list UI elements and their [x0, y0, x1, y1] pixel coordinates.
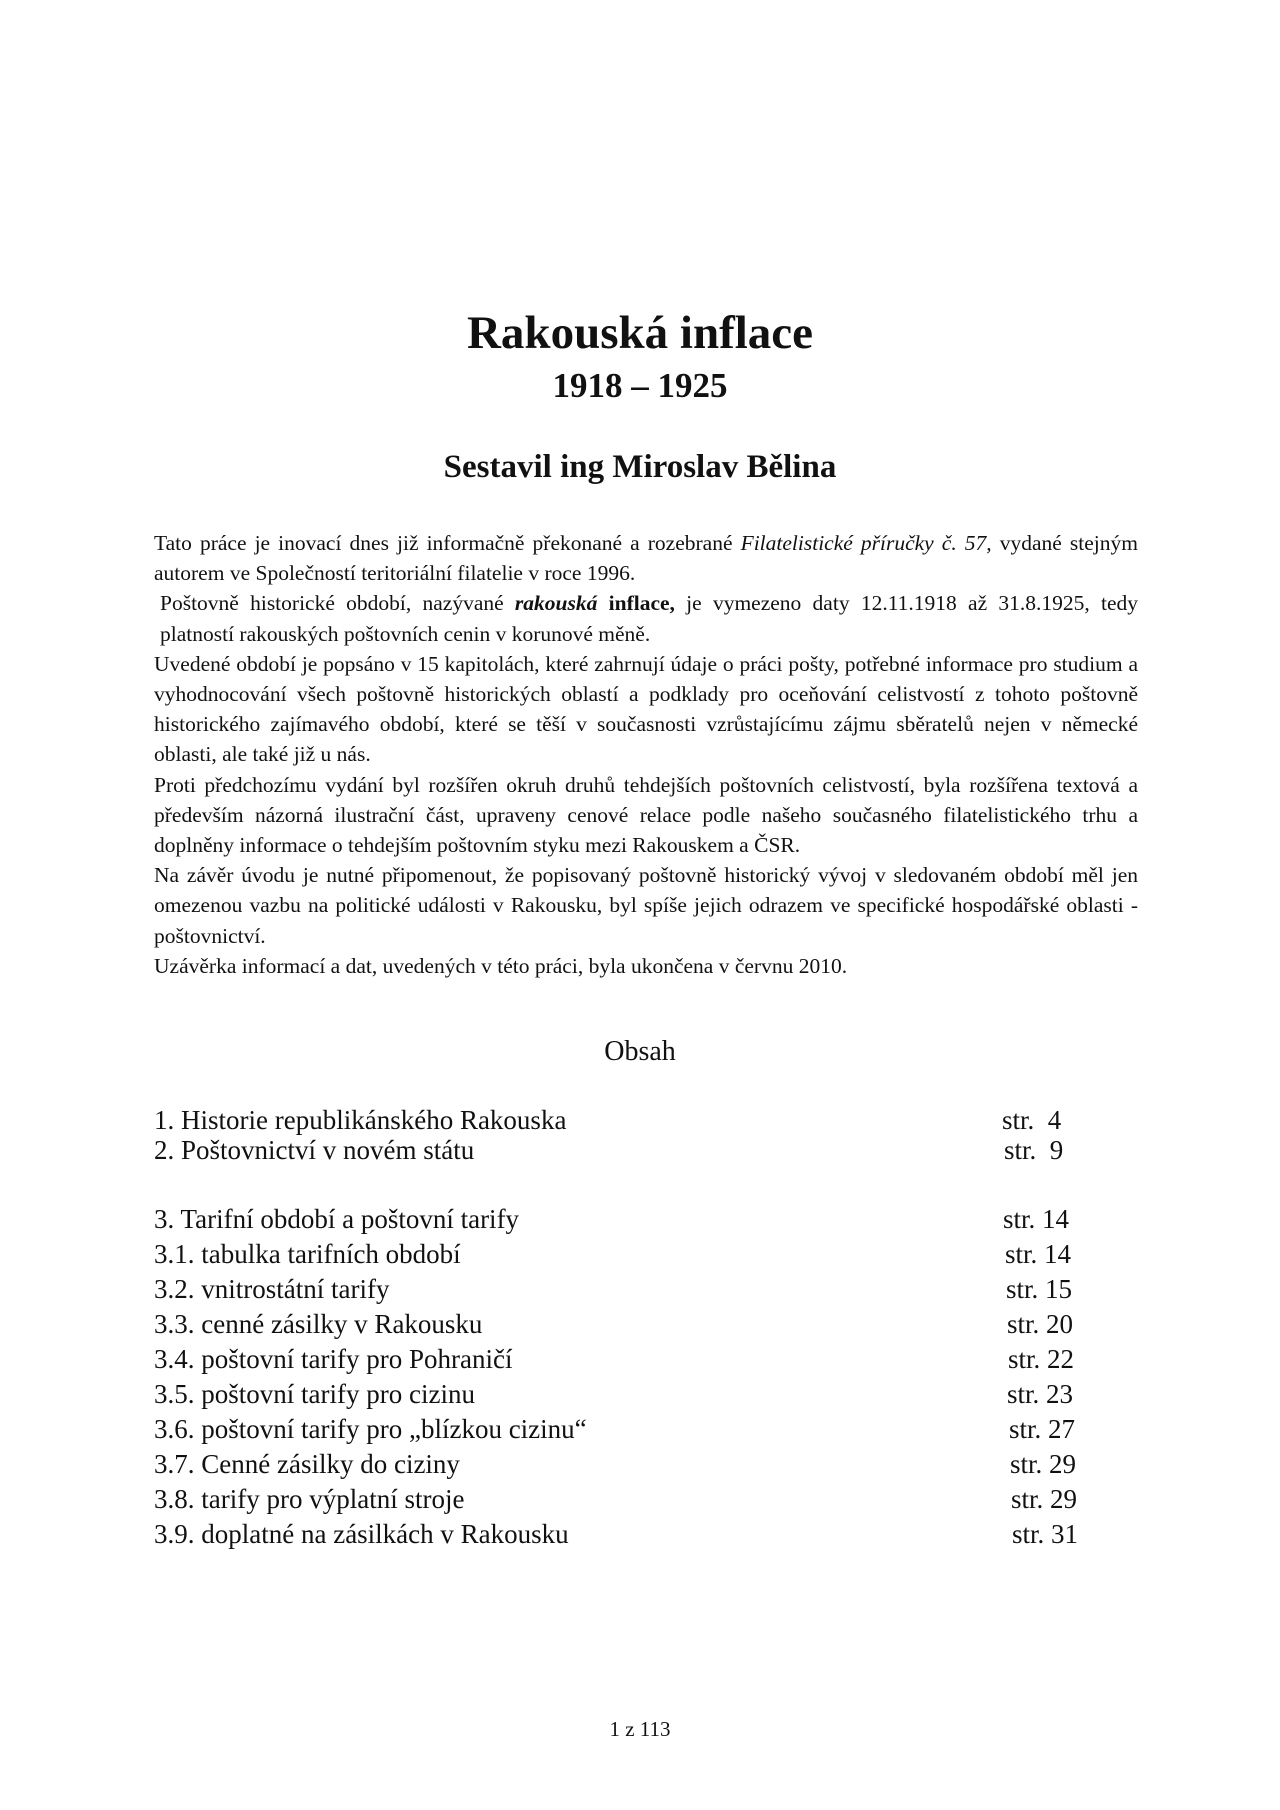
toc-item: [154, 1307, 1094, 1341]
intro-paragraph-6: Uzávěrka informací a dat, uvedených v této práci, byla ukončena v červnu 2010.: [154, 953, 848, 978]
intro-p2-bold-italic: rakouská: [514, 591, 598, 616]
toc-item-page: str. 23: [1007, 1379, 1074, 1409]
page-number: 1 z 113: [609, 1717, 671, 1741]
toc-item-page: str. 22: [1008, 1344, 1075, 1374]
toc-item: [154, 1517, 1094, 1551]
toc-item: [154, 1202, 1094, 1236]
toc-item-page: str. 9: [1004, 1135, 1064, 1165]
intro-p1-text-a: Tato práce je inovací dnes již informačně překonané a rozebrané: [154, 531, 741, 555]
toc-item-page: str. 14: [1005, 1239, 1072, 1269]
toc-item-page: str. 29: [1011, 1484, 1078, 1514]
intro-paragraph-4: Proti předchozímu vydání byl rozšířen okruh druhů tehdejších poštovních celistvostí, byla rozšířena textová a především názorná ilustrační část, upraveny cenové relace podle našeho současného filatelistického trhu a doplněny informace o tehdejším poštovním styku mezi Rakouskem a ČSR.: [154, 772, 1138, 858]
toc-item-page: str. 4: [1002, 1105, 1062, 1135]
toc-item-label: 3.4. poštovní tarify pro Pohraničí: [154, 1344, 513, 1374]
toc-item-label: 3.5. poštovní tarify pro cizinu: [154, 1379, 475, 1409]
toc-item: [154, 1237, 1094, 1271]
intro-paragraph-1: [154, 528, 1138, 588]
toc-item-page: str. 27: [1009, 1414, 1076, 1444]
document-years: 1918 – 1925: [552, 366, 728, 405]
toc-item: [154, 1482, 1094, 1516]
toc-item-page: str. 14: [1003, 1204, 1070, 1234]
intro-paragraph-2: [154, 588, 1138, 648]
toc-item: [154, 1103, 1094, 1137]
toc-item-page: str. 29: [1010, 1449, 1077, 1479]
toc-item: [154, 1447, 1094, 1481]
intro-p2-text-b: je vymezeno daty 12.11.1918 až 31.8.1925, tedy platností rakouských poštovních cenin v korunové měně.: [160, 591, 1139, 646]
document-author: Sestavil ing Miroslav Bělina: [443, 449, 837, 485]
toc-item-label: 3.7. Cenné zásilky do ciziny: [154, 1449, 460, 1479]
toc-heading: Obsah: [604, 1036, 676, 1067]
toc-item: [154, 1272, 1094, 1306]
intro-p2-text-a: Poštovně historické období, nazývané: [160, 591, 515, 616]
toc-item: [154, 1377, 1094, 1411]
intro-paragraph-5: Na závěr úvodu je nutné připomenout, že popisovaný poštovně historický vývoj v sledovaném období měl jen omezenou vazbu na politické události v Rakousku, byl spíše jejich odrazem ve specifické hospodářské oblasti - poštovnictví.: [154, 863, 1138, 948]
document-title: Rakouská inflace: [466, 307, 814, 359]
toc-item-label: 3.8. tarify pro výplatní stroje: [154, 1484, 465, 1514]
intro-p1-italic-ref: Filatelistické příručky č. 57,: [740, 531, 992, 555]
toc-item-page: str. 31: [1012, 1519, 1079, 1549]
toc-item: [154, 1412, 1094, 1446]
intro-paragraph-3: Uvedené období je popsáno v 15 kapitolách, které zahrnují údaje o práci pošty, potřebné informace pro studium a vyhodnocování všech poštovně historických oblastí a podklady pro oceňování celistvostí z tohoto poštovně historického zajímavého období, které se těší v současnosti vzrůstajícímu zájmu sběratelů nejen v německé oblasti, ale také již u nás.: [154, 651, 1138, 767]
toc-item: [154, 1342, 1094, 1376]
toc-item-label: 3.9. doplatné na zásilkách v Rakousku: [154, 1519, 569, 1549]
toc-item-label: 3. Tarifní období a poštovní tarify: [154, 1204, 520, 1234]
intro-p1-text-b: vydané stejným autorem ve Společností teritoriální filatelie v roce 1996.: [154, 531, 1138, 586]
intro-section: [154, 528, 1138, 981]
toc-item-label: 1. Historie republikánského Rakouska: [154, 1105, 567, 1135]
toc-item-label: 2. Poštovnictví v novém státu: [154, 1135, 475, 1165]
toc-item-label: 3.2. vnitrostátní tarify: [154, 1274, 390, 1304]
toc-item-page: str. 20: [1007, 1309, 1074, 1339]
toc-item-page: str. 15: [1006, 1274, 1073, 1304]
toc-item-label: 3.3. cenné zásilky v Rakousku: [154, 1309, 483, 1339]
intro-p2-bold: inflace,: [608, 591, 675, 616]
toc-item: [154, 1133, 1094, 1167]
toc-item-label: 3.6. poštovní tarify pro „blízkou cizinu“: [154, 1414, 587, 1444]
toc-item-label: 3.1. tabulka tarifních období: [154, 1239, 461, 1269]
